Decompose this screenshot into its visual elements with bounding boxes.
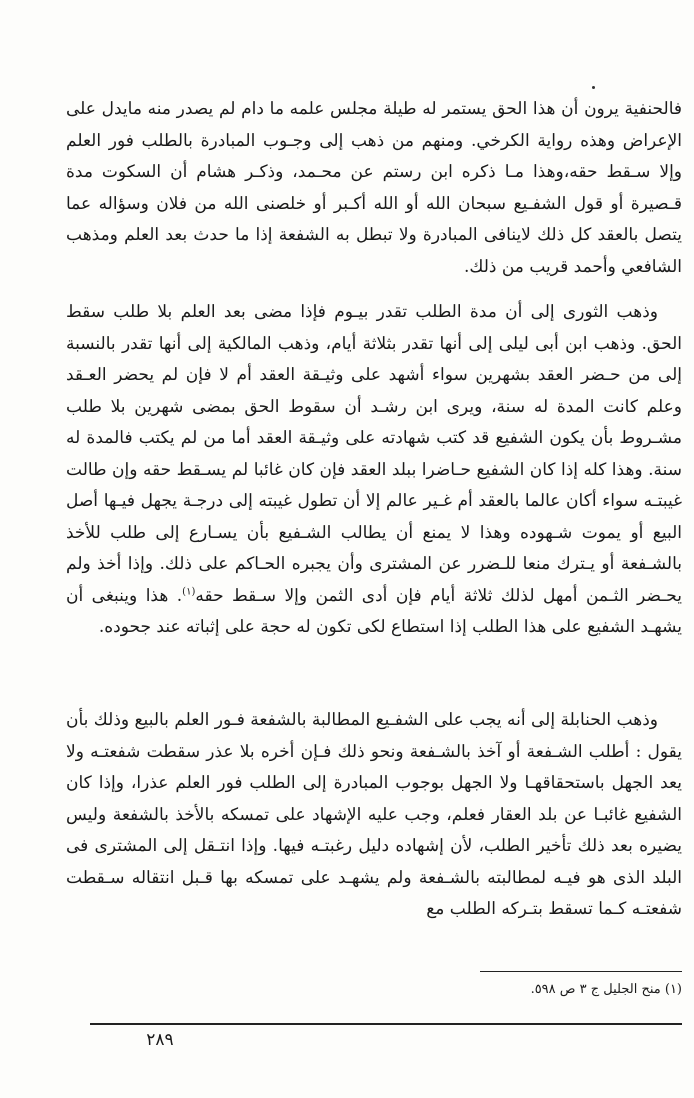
paragraph-text: فالحنفية يرون أن هذا الحق يستمر له طيلة مجلس علمه ما دام لم يصدر منه مايدل على الإعراض وهذه رواية الكرخي. ومنهم من ذهب إلى وجـوب المبادرة بالطلب فور العلم وإلا سـقط حقه،وهذا مـا ذكره ابن رستم عن محـمد، وذكـر هشام أن السكوت مدة قـصيرة أو قول الشفـيع سبحان الله أو الله أكـبر أو خلصنى الله من فلان وسؤاله عما يتصل بالعقد كل ذلك لاينافى المبادرة ولا تبطل به الشفعة إذا ما حدث بعد العلم ومذهب الشافعي وأحمد قريب من ذلك. <box>66 99 682 277</box>
paragraph-text <box>66 705 682 926</box>
page-number: ٢٨٩ <box>146 1030 174 1050</box>
footnote-divider <box>480 971 682 972</box>
body-paragraph-3 <box>66 705 682 926</box>
paragraph-text-part-1: وذهب الثورى إلى أن مدة الطلب تقدر بيـوم فإذا مضى بعد العلم بلا طلب سقط الحق. وذهب ابن أبى ليلى إلى أنها تقدر بثلاثة أيام، وذهب المالكية إلى أنها تقدر بالنسبة إلى من حـضر العقد بشهرين سواء أشهد على وثيـقة العقد أم لا فإن لم يحضر العـقد وعلم كانت المدة له سنة، ويرى ابن رشـد أن سقوط الحق بمضى شهرين بلا طلب مشـروط بأن يكون الشفيع قد كتب شهادته على وثيـقة العقد أما من لم يكتب فالمدة له سنة. وهذا كله إذا كان الشفيع حـاضرا ببلد العقد فإن كان غائبا لم يسـقط حقه وإن طالت غيبتـه سواء أكان عالما بالعقد أم غـير عالم إلا أن تطول غيبته إلى درجـة يجهل فيـها أصل البيع أو يموت شـهوده وهذا لا يمنع أن يطالب الشـفيع بأن يسـارع إلى طلب للأخذ بالشـفعة أو يـترك منعا للـضرر عن المشترى وأن يجبره الحـاكم على ذلك. وإذا أخذ ولم يحـضر الثـمن أمهل لذلك ثلاثة أيام فإن أدى الثمن وإلا سـقط حقه <box>66 302 682 606</box>
footnote-reference[interactable]: (١) <box>182 585 196 597</box>
scan-speck <box>592 86 595 89</box>
paragraph-text-content: وذهب الحنابلة إلى أنه يجب على الشفـيع المطالبة بالشفعة فـور العلم بالبيع وذلك بأن يقول : أطلب الشـفعة أو آخذ بالشـفعة ونحو ذلك فـإن أخره بلا عذر سقطت شفعتـه ولا يعد الجهل باستحقاقهـا ولا الجهل بوجوب المبادرة إلى الطلب فور العلم عذرا، وإذا كان الشفيع غائبـا عن بلد العقار فعلم، وجب عليه الإشهاد على تمسكه بالأخذ بالشفعة وليس يضيره بعد ذلك تأخير الطلب، لأن إشهاده دليل رغبتـه فيها. وإذا انتـقل إلى المشترى فى البلد الذى هو فيـه لمطالبته بالشـفعة ولم يشهـد على تمسكه بها قـبل انتقاله سـقطت شفعتـه كـما تسقط بتـركه الطلب مع <box>66 710 682 919</box>
paragraph-text-part-2: هذا وينبغى أن يشهـد الشفيع على هذا الطلب إذا استطاع لكى تكون له حجة على إثباته عند جحوده. <box>66 585 682 637</box>
paragraph-text: وذهب الثورى إلى أن مدة الطلب تقدر بيـوم فإذا مضى بعد العلم بلا طلب سقط الحق. وذهب ابن أبى ليلى إلى أنها تقدر بثلاثة أيام، وذهب المالكية إلى أنها تقدر بالنسبة إلى من حـضر العقد بشهرين سواء أشهد على وثيـقة العقد أم لا فإن لم يحضر العـقد وعلم كانت المدة له سنة، ويرى ابن رشـد أن سقوط الحق بمضى شهرين بلا طلب مشـروط بأن يكون الشفيع قد كتب شهادته على وثيـقة العقد أما من لم يكتب فالمدة له سنة. وهذا كله إذا كان الشفيع حـاضرا ببلد العقد فإن كان غائبا لم يسـقط حقه وإن طالت غيبتـه سواء أكان عالما بالعقد أم غـير عالم إلا أن تطول غيبته إلى درجـة يجهل فيـها أصل البيع أو يموت شـهوده وهذا لا يمنع أن يطالب الشـفيع بأن يسـارع إلى طلب للأخذ بالشـفعة أو يـترك منعا للـضرر عن المشترى وأن يجبره الحـاكم على ذلك. وإذا أخذ ولم يحـضر الثـمن أمهل لذلك ثلاثة أيام فإن أدى الثمن وإلا سـقط حقه$^{(١)}$. هذا وينبغى أن يشهـد الشفيع على هذا الطلب إذا استطاع لكى تكون له حجة على إثباته عند جحوده. <box>66 302 682 637</box>
body-paragraph-1 <box>66 94 682 283</box>
footnote-text: (١) منح الجليل ج ٣ ص ٥٩٨. <box>530 982 682 997</box>
footer-divider <box>90 1023 682 1025</box>
body-paragraph-2 <box>66 297 682 644</box>
